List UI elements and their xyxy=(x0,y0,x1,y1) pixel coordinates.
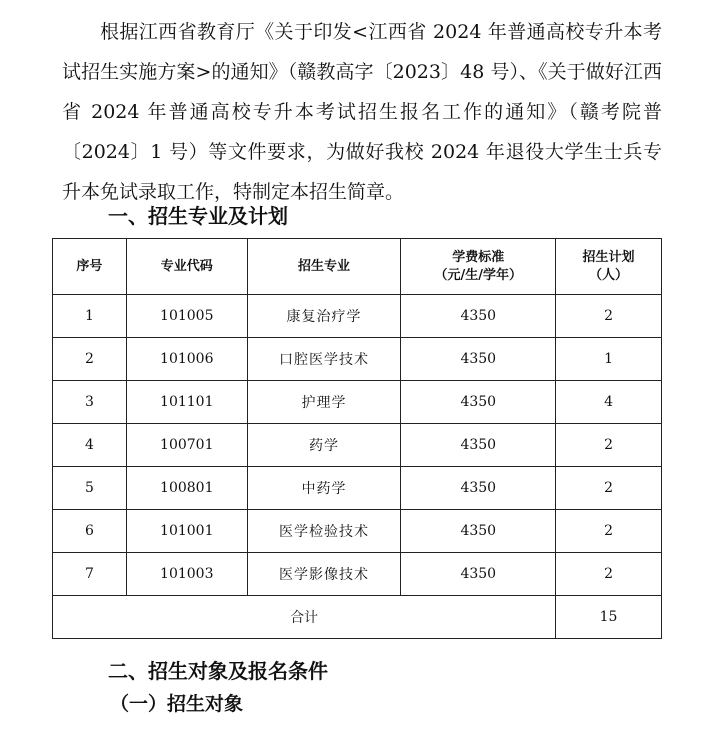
cell-code: 101005 xyxy=(126,295,247,338)
table-row xyxy=(53,553,662,596)
cell-fee: 4350 xyxy=(401,295,556,338)
cell-fee: 4350 xyxy=(401,467,556,510)
table-row xyxy=(53,467,662,510)
cell-code: 101003 xyxy=(126,553,247,596)
cell-major: 口腔医学技术 xyxy=(247,338,401,381)
cell-seq: 2 xyxy=(53,338,127,381)
table-total-row xyxy=(53,596,662,639)
table-header-row xyxy=(53,239,662,295)
header-plan xyxy=(556,239,662,295)
cell-plan: 2 xyxy=(556,510,662,553)
cell-seq: 5 xyxy=(53,467,127,510)
cell-major: 康复治疗学 xyxy=(247,295,401,338)
cell-plan: 2 xyxy=(556,467,662,510)
cell-plan: 2 xyxy=(556,295,662,338)
subsection-heading-target: （一）招生对象 xyxy=(110,693,244,715)
cell-major: 中药学 xyxy=(247,467,401,510)
cell-plan: 1 xyxy=(556,338,662,381)
table-row xyxy=(53,338,662,381)
table-row xyxy=(53,295,662,338)
header-fee-line1: 学费标准 xyxy=(452,249,505,265)
cell-code: 101006 xyxy=(126,338,247,381)
cell-fee: 4350 xyxy=(401,338,556,381)
cell-code: 100701 xyxy=(126,424,247,467)
cell-plan: 2 xyxy=(556,424,662,467)
header-major: 招生专业 xyxy=(247,239,401,295)
header-plan-line2: （人） xyxy=(589,267,629,283)
enrollment-plan-table xyxy=(52,238,662,639)
header-fee-line2: （元/生/学年） xyxy=(434,267,522,283)
cell-fee: 4350 xyxy=(401,510,556,553)
section-heading-eligibility: 二、招生对象及报名条件 xyxy=(108,659,328,683)
cell-seq: 6 xyxy=(53,510,127,553)
cell-major: 药学 xyxy=(247,424,401,467)
total-value: 15 xyxy=(556,596,662,639)
cell-major: 医学检验技术 xyxy=(247,510,401,553)
cell-code: 101101 xyxy=(126,381,247,424)
section-heading-plan: 一、招生专业及计划 xyxy=(108,204,288,228)
cell-major: 医学影像技术 xyxy=(247,553,401,596)
cell-fee: 4350 xyxy=(401,381,556,424)
intro-paragraph: 根据江西省教育厅《关于印发<江西省 2024 年普通高校专升本考试招生实施方案>的通知》（赣教高字〔2023〕48 号）、《关于做好江西省 2024 年普通高校专升本考试招生报名工作的通知》（赣考院普〔2024〕1 号）等文件要求，为做好我校 2024 年退役大学生士兵专升本免试录取工作，特制定本招生简章。 xyxy=(62,21,662,203)
table-row xyxy=(53,510,662,553)
cell-seq: 3 xyxy=(53,381,127,424)
header-plan-line1: 招生计划 xyxy=(582,249,635,265)
header-fee xyxy=(401,239,556,295)
cell-plan: 2 xyxy=(556,553,662,596)
cell-plan: 4 xyxy=(556,381,662,424)
cell-fee: 4350 xyxy=(401,553,556,596)
cell-seq: 1 xyxy=(53,295,127,338)
cell-code: 100801 xyxy=(126,467,247,510)
cell-code: 101001 xyxy=(126,510,247,553)
header-seq: 序号 xyxy=(53,239,127,295)
header-code: 专业代码 xyxy=(126,239,247,295)
cell-major: 护理学 xyxy=(247,381,401,424)
cell-seq: 7 xyxy=(53,553,127,596)
cell-seq: 4 xyxy=(53,424,127,467)
table-row xyxy=(53,381,662,424)
table-row xyxy=(53,424,662,467)
total-label: 合计 xyxy=(53,596,556,639)
cell-fee: 4350 xyxy=(401,424,556,467)
